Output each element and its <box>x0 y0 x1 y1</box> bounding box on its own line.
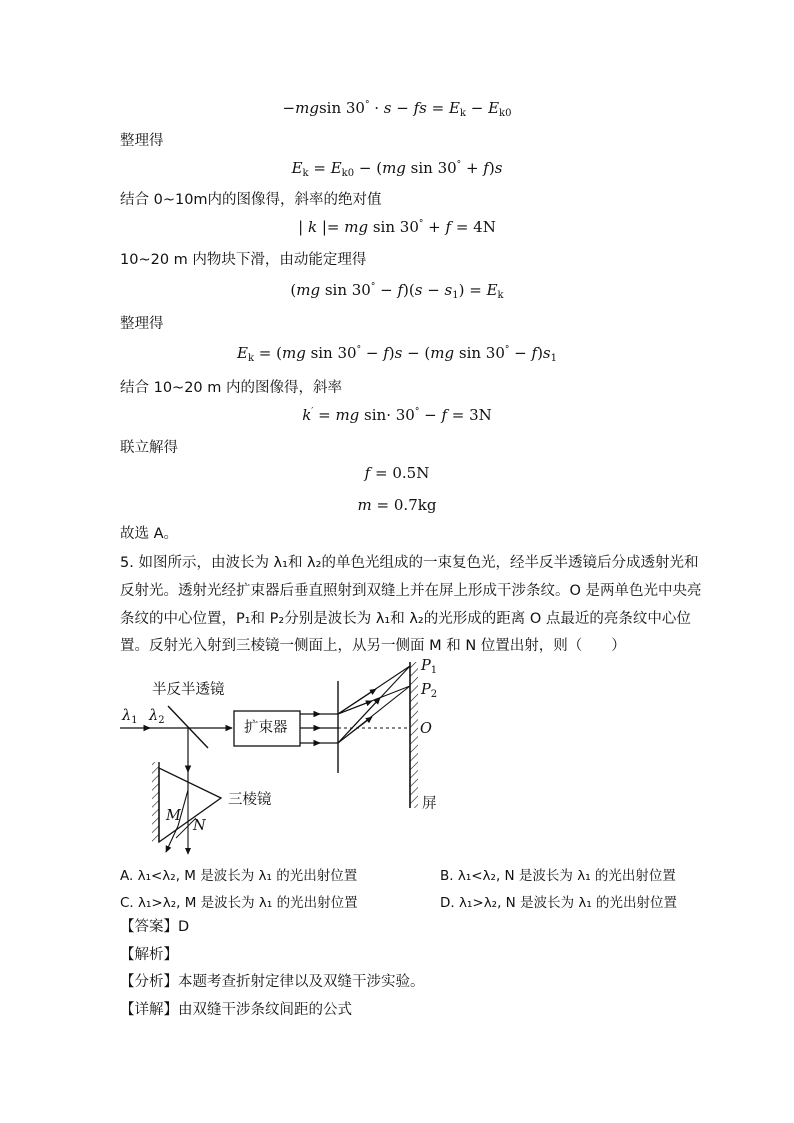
label-prism: 三棱镜 <box>228 792 272 808</box>
fenxi-text: 本题考查折射定律以及双缝干涉实验。 <box>178 974 425 990</box>
option-b[interactable]: B. λ₁<λ₂, N 是波长为 λ₁ 的光出射位置 <box>440 868 676 884</box>
label-p2: $P_2$ <box>421 682 438 700</box>
fenxi-tag: 【分析】 <box>120 974 178 990</box>
equation-3: | k |= mg sin 30° + f = 4N <box>298 218 496 236</box>
option-a[interactable]: A. λ₁<λ₂, M 是波长为 λ₁ 的光出射位置 <box>120 868 358 884</box>
label-lambda1: $\lambda_1$ <box>122 708 138 726</box>
label-half-mirror: 半反半透镜 <box>152 682 225 698</box>
detail-text: 由双缝干涉条纹间距的公式 <box>178 1002 352 1018</box>
question-line-4: 置。反射光入射到三棱镜一侧面上，从另一侧面 M 和 N 位置出射，则（ ） <box>120 638 626 654</box>
answer-value: D <box>178 919 190 935</box>
question-line-2: 反射光。透射光经扩束器后垂直照射到双缝上并在屏上形成干涉条纹。O 是两单色光中央亮 <box>120 583 702 599</box>
equation-1: −mgsin 30° · s − fs = $E_k - E_{k0}$ <box>282 99 512 119</box>
text-lianli: 联立解得 <box>120 440 178 456</box>
equation-5: $E_k = (mg$ sin 30° − f)s − (mg $\sin 30^\circ - f)s_1$ <box>236 344 557 364</box>
label-screen: 屏 <box>422 796 437 812</box>
option-d[interactable]: D. λ₁>λ₂, N 是波长为 λ₁ 的光出射位置 <box>440 895 678 911</box>
text-zhengli-2: 整理得 <box>120 316 164 332</box>
fenxi-line <box>120 972 425 992</box>
question-line-1: 5. 如图所示，由波长为 λ₁和 λ₂的单色光组成的一束复色光，经半反半透镜后分成透射光和 <box>120 555 699 571</box>
equation-4: (mg $\sin 30^\circ - f)(s - s_1) = E_k$ <box>290 281 504 301</box>
question-line-3: 条纹的中心位置，P₁和 P₂分别是波长为 λ₁和 λ₂的光形成的距离 O 点最近的亮条纹中心位 <box>120 611 691 627</box>
label-lambda2: $\lambda_2$ <box>149 708 165 726</box>
label-expander: 扩束器 <box>244 720 288 736</box>
equation-8: m = 0.7kg <box>357 496 437 514</box>
label-p1: $P_1$ <box>421 658 438 676</box>
equation-7: f = 0.5N <box>364 464 430 482</box>
text-slope: 结合 10~20 m 内的图像得，斜率 <box>120 380 343 396</box>
answer-tag: 【答案】 <box>120 919 178 935</box>
equation-6: k′ = mg sin· 30° − f = 3N <box>302 406 492 424</box>
text-choose-a: 故选 A。 <box>120 526 179 542</box>
text-slide-down: 10~20 m 内物块下滑，由动能定理得 <box>120 252 367 268</box>
answer-line <box>120 917 189 937</box>
detail-tag: 【详解】 <box>120 1002 178 1018</box>
prism <box>159 768 221 842</box>
label-o: O <box>420 721 432 737</box>
text-slope-abs: 结合 0~10m内的图像得，斜率的绝对值 <box>120 192 382 208</box>
option-c[interactable]: C. λ₁>λ₂, M 是波长为 λ₁ 的光出射位置 <box>120 895 358 911</box>
analysis-tag: 【解析】 <box>120 947 178 963</box>
detail-line <box>120 1000 352 1020</box>
text-zhengli-1: 整理得 <box>120 133 164 149</box>
label-n: N <box>193 818 206 834</box>
label-m: M <box>166 808 181 824</box>
equation-2: $E_k = E_{k0} - (mg$ sin 30° + f)s <box>291 159 503 179</box>
